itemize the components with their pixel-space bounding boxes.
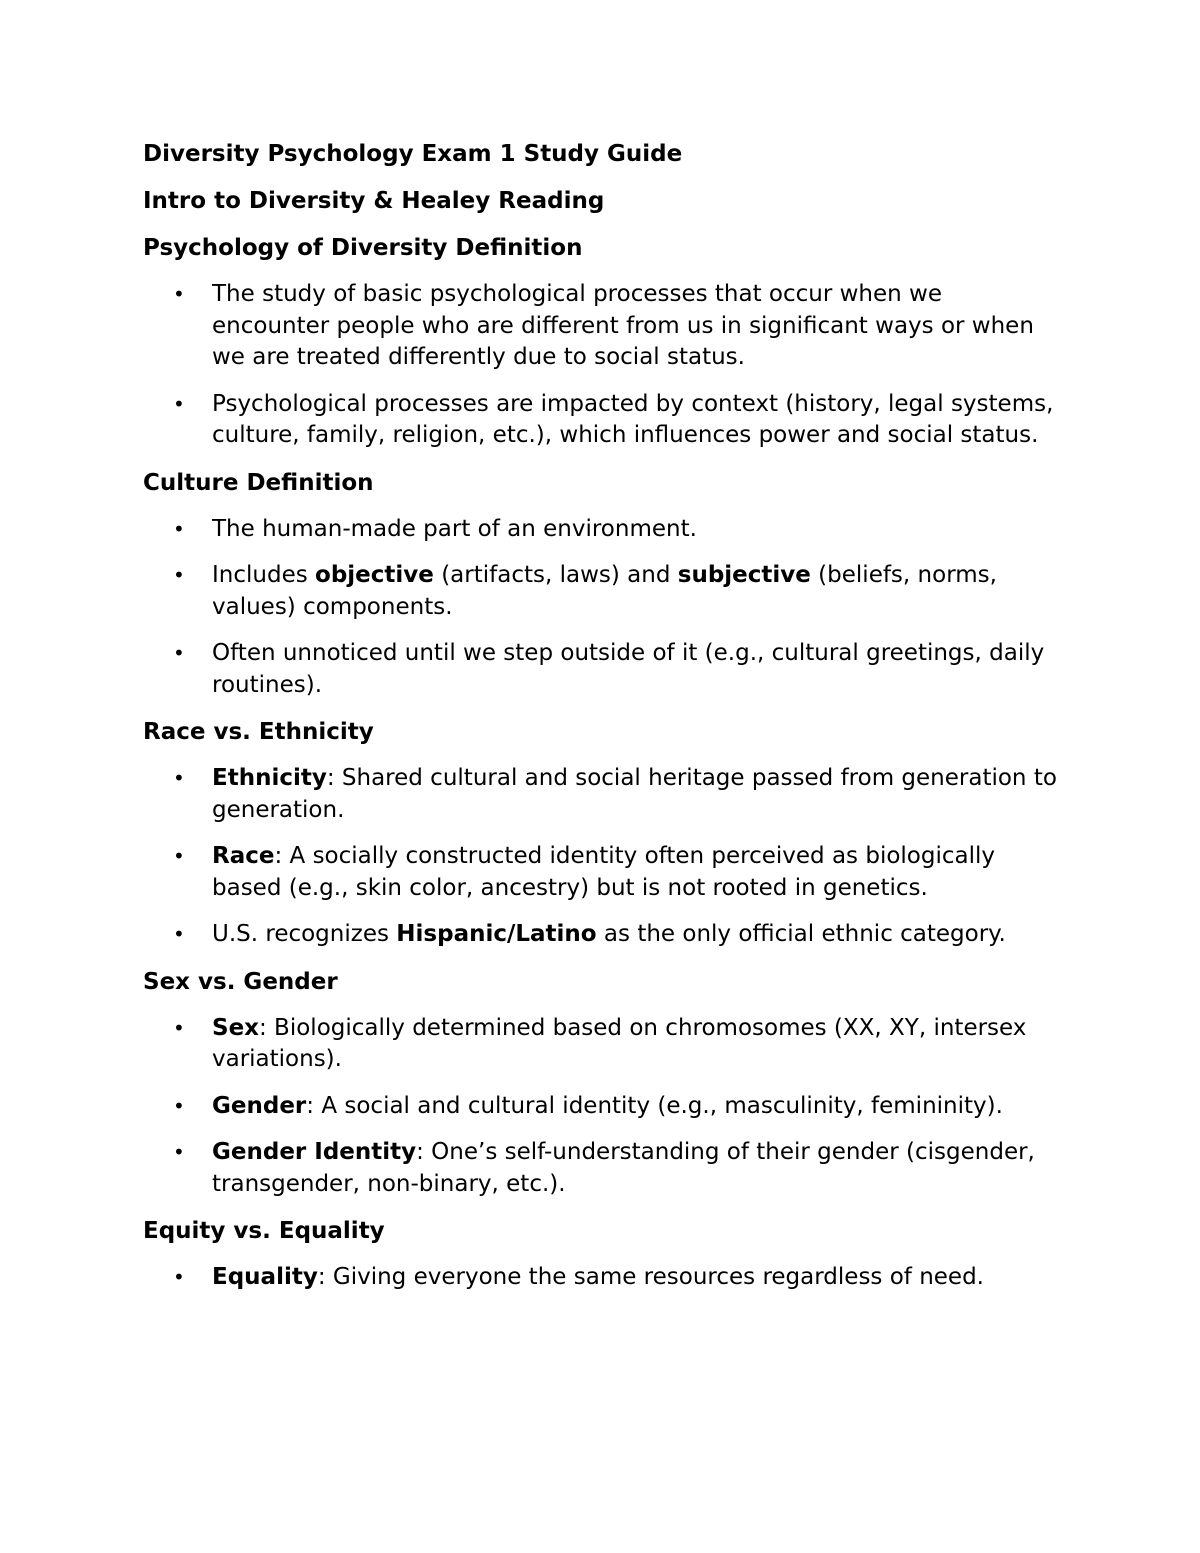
bullet-text: Psychological processes are impacted by context (history, legal systems, culture, family, religion, etc.), which influences power and social status. [212, 390, 1054, 448]
bullet-text-post: as the only official ethnic category. [596, 921, 1006, 947]
term-gender: Gender [212, 1092, 307, 1119]
sex-gender-list [143, 1013, 1060, 1201]
bullet-text-pre: U.S. recognizes [212, 921, 397, 947]
term-race: Race [212, 843, 275, 869]
document-title: Diversity Psychology Exam 1 Study Guide [143, 141, 683, 167]
term-objective: objective [315, 562, 434, 588]
section-heading-culture: Culture Definition [143, 469, 374, 496]
bullet-text: Often unnoticed until we step outside of it (e.g., cultural greetings, daily routines). [212, 640, 1045, 698]
term-equality: Equality [212, 1264, 318, 1290]
list-item [143, 560, 1060, 623]
bullet-text: : A social and cultural identity (e.g., masculinity, femininity). [306, 1092, 1003, 1119]
section-heading-psychology-of-diversity: Psychology of Diversity Definition [143, 235, 583, 261]
list-item [143, 919, 1060, 951]
equity-equality-list [143, 1262, 1060, 1294]
document-subtitle: Intro to Diversity & Healey Reading [143, 188, 605, 214]
bullet-text: The study of basic psychological processes that occur when we encounter people who are different from us in significant ways or when we are treated differently due to social status. [212, 281, 1034, 370]
list-item [143, 841, 1060, 904]
term-sex: Sex [212, 1014, 259, 1041]
list-item [143, 638, 1060, 701]
bullet-text: : A socially constructed identity often perceived as biologically based (e.g., skin color, ancestry) but is not rooted in genetics. [212, 843, 995, 901]
race-ethnicity-list [143, 763, 1060, 951]
section-heading-sex-gender: Sex vs. Gender [143, 968, 338, 995]
bullet-text: : Shared cultural and social heritage passed from generation to generation. [212, 765, 1057, 823]
list-item [143, 389, 1060, 452]
list-item [143, 1137, 1060, 1200]
section-heading-race-ethnicity: Race vs. Ethnicity [143, 719, 374, 745]
list-item [143, 1091, 1060, 1123]
term-gender-identity: Gender Identity [212, 1139, 417, 1165]
list-item [143, 1262, 1060, 1294]
bullet-text-pre: Includes [212, 562, 316, 588]
bullet-text: : Biologically determined based on chromosomes (XX, XY, intersex variations). [212, 1014, 1027, 1072]
bullet-text: The human-made part of an environment. [212, 515, 697, 542]
term-ethnicity: Ethnicity [212, 765, 327, 791]
culture-list [143, 514, 1060, 702]
bullet-text-mid: (artifacts, laws) and [433, 562, 678, 588]
list-item [143, 279, 1060, 374]
psychology-of-diversity-list [143, 279, 1060, 452]
bullet-text: : Giving everyone the same resources regardless of need. [317, 1264, 984, 1290]
bullet-text-post: (beliefs, norms, values) components. [212, 562, 997, 620]
list-item [143, 514, 1060, 546]
term-subjective: subjective [677, 562, 811, 588]
bullet-text: : One’s self-understanding of their gender (cisgender, transgender, non-binary, etc.). [212, 1139, 1035, 1197]
section-heading-equity-equality: Equity vs. Equality [143, 1218, 385, 1244]
list-item [143, 1013, 1060, 1076]
term-hispanic-latino: Hispanic/Latino [396, 921, 597, 947]
list-item [143, 763, 1060, 826]
